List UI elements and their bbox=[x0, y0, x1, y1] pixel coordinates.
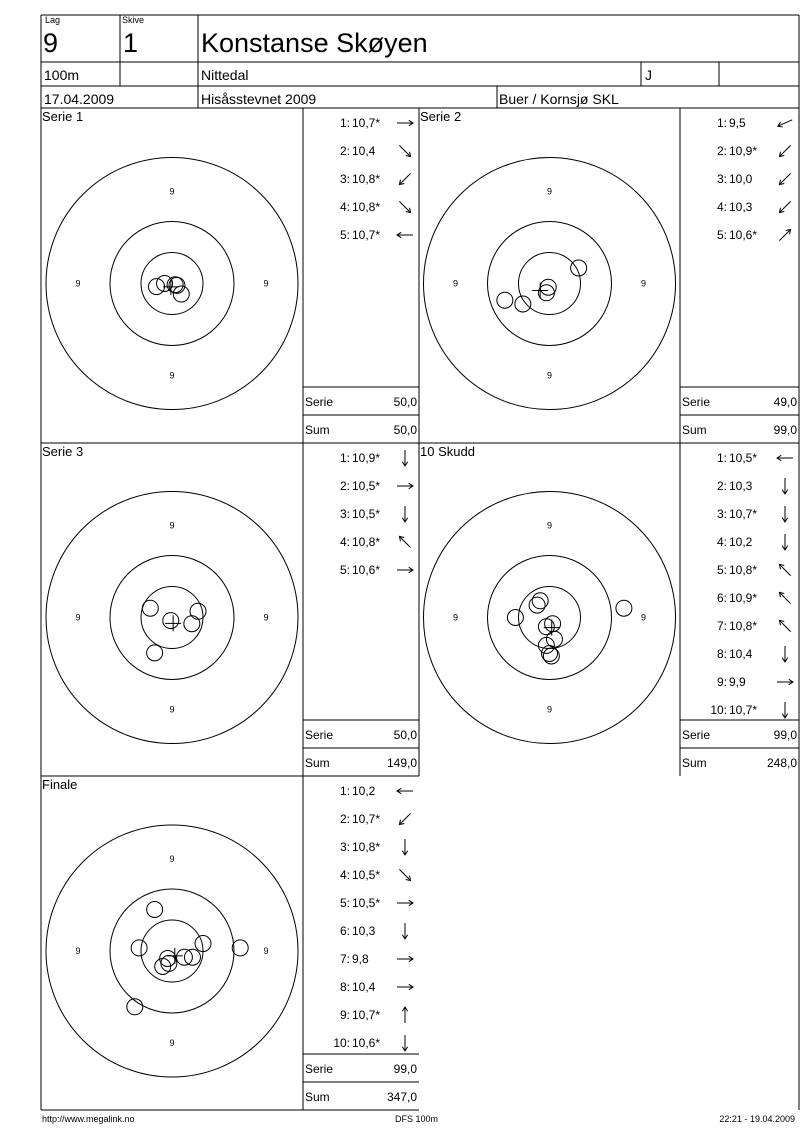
shot-direction-arrow bbox=[779, 173, 790, 184]
date: 17.04.2009 bbox=[44, 91, 115, 107]
shot-number: 1: bbox=[339, 451, 350, 465]
skive-value: 1 bbox=[123, 28, 139, 58]
shot-number: 10: bbox=[710, 703, 727, 717]
shot-number: 6: bbox=[339, 924, 350, 938]
sum-value: 347,0 bbox=[386, 1090, 417, 1104]
shot-number: 2: bbox=[339, 812, 350, 826]
sum-label: Sum bbox=[305, 1090, 330, 1104]
shot-number: 1: bbox=[339, 116, 350, 130]
shot-score: 10,8* bbox=[729, 619, 758, 633]
shot-direction-arrow bbox=[779, 145, 790, 156]
shot-number: 4: bbox=[716, 535, 727, 549]
serie-value: 50,0 bbox=[393, 728, 417, 742]
club: Nittedal bbox=[201, 67, 249, 83]
shot-score: 10,6* bbox=[729, 228, 758, 242]
shot-score: 10,2 bbox=[729, 535, 753, 549]
lag-value: 9 bbox=[43, 28, 59, 58]
shot-hit-marker bbox=[131, 940, 147, 956]
shot-number: 2: bbox=[339, 144, 350, 158]
shot-hit-marker bbox=[147, 645, 163, 661]
sum-value: 50,0 bbox=[393, 423, 417, 437]
footer-website: http://www.megalink.no bbox=[42, 1114, 135, 1124]
shot-hit-marker bbox=[540, 279, 556, 295]
shot-number: 9: bbox=[716, 675, 727, 689]
shot-number: 5: bbox=[339, 896, 350, 910]
ring-label: 9 bbox=[169, 520, 175, 531]
ring-label: 9 bbox=[640, 278, 647, 289]
shot-direction-arrow bbox=[399, 145, 410, 156]
shot-score: 10,0 bbox=[729, 172, 753, 186]
event-name: Hisåsstevnet 2009 bbox=[201, 91, 317, 107]
shot-score: 10,2 bbox=[352, 784, 376, 798]
shot-number: 7: bbox=[339, 952, 350, 966]
shot-score: 10,6* bbox=[352, 563, 381, 577]
shot-score: 10,3 bbox=[729, 200, 753, 214]
shot-score: 10,3 bbox=[729, 479, 753, 493]
shot-hit-marker bbox=[147, 901, 163, 917]
shot-hit-marker bbox=[538, 285, 554, 301]
shot-score: 10,4 bbox=[352, 980, 376, 994]
shot-direction-arrow bbox=[779, 564, 790, 575]
target-ring-9 bbox=[110, 222, 234, 346]
shot-score: 10,4 bbox=[352, 144, 376, 158]
shot-score: 10,6* bbox=[352, 1036, 381, 1050]
target-ring-10 bbox=[141, 253, 203, 315]
shot-number: 7: bbox=[716, 619, 727, 633]
ring-label: 9 bbox=[169, 854, 175, 864]
shot-number: 4: bbox=[716, 200, 727, 214]
serie-label: Serie bbox=[305, 395, 334, 409]
ring-label: 9 bbox=[452, 612, 459, 623]
sum-value: 149,0 bbox=[386, 756, 417, 770]
ring-label: 9 bbox=[546, 186, 553, 197]
sum-value: 248,0 bbox=[766, 756, 797, 770]
skive-label: Skive bbox=[122, 15, 145, 25]
ring-label: 9 bbox=[169, 370, 175, 381]
location: Buer / Kornsjø SKL bbox=[499, 91, 619, 107]
ring-label: 9 bbox=[263, 278, 269, 289]
shot-direction-arrow bbox=[779, 229, 790, 240]
shot-number: 8: bbox=[716, 647, 727, 661]
shot-number: 1: bbox=[339, 784, 350, 798]
shot-score: 10,9* bbox=[729, 591, 758, 605]
shot-score: 9,8 bbox=[352, 952, 369, 966]
shot-number: 10: bbox=[333, 1036, 350, 1050]
serie-value: 50,0 bbox=[393, 395, 417, 409]
target-ring-10 bbox=[519, 253, 581, 315]
sum-label: Sum bbox=[305, 423, 330, 437]
shot-hit-marker bbox=[163, 613, 179, 629]
shot-hit-marker bbox=[497, 292, 513, 308]
shot-score: 10,8* bbox=[352, 840, 381, 854]
serie-value: 99,0 bbox=[393, 1062, 417, 1076]
shot-number: 6: bbox=[716, 591, 727, 605]
shot-score: 10,8* bbox=[352, 172, 381, 186]
shot-score: 10,9* bbox=[729, 144, 758, 158]
target-ring-9 bbox=[488, 222, 612, 346]
shot-score: 9,5 bbox=[729, 116, 746, 130]
shot-hit-marker bbox=[184, 616, 200, 632]
shot-number: 9: bbox=[339, 1008, 350, 1022]
shot-score: 10,7* bbox=[729, 507, 758, 521]
ring-label: 9 bbox=[640, 612, 647, 623]
ring-label: 9 bbox=[169, 186, 175, 197]
panel-title: Serie 2 bbox=[420, 109, 462, 124]
shot-number: 5: bbox=[339, 563, 350, 577]
shot-hit-marker bbox=[173, 286, 189, 302]
shot-hit-marker bbox=[616, 600, 632, 616]
serie-value: 99,0 bbox=[773, 728, 797, 742]
target-ring-9 bbox=[110, 889, 234, 1013]
shot-score: 10,8* bbox=[729, 563, 758, 577]
ring-label: 9 bbox=[75, 278, 81, 289]
shot-number: 1: bbox=[716, 451, 727, 465]
serie-label: Serie bbox=[682, 395, 711, 409]
ring-label: 9 bbox=[546, 520, 553, 531]
shot-hit-marker bbox=[507, 610, 523, 626]
shot-number: 3: bbox=[339, 840, 350, 854]
ring-label: 9 bbox=[546, 704, 553, 715]
shot-direction-arrow bbox=[399, 869, 410, 880]
shot-score: 10,7* bbox=[729, 703, 758, 717]
shot-number: 4: bbox=[339, 868, 350, 882]
shot-hit-marker bbox=[142, 600, 158, 616]
ring-label: 9 bbox=[75, 946, 81, 956]
shot-hit-marker bbox=[545, 616, 561, 632]
shot-score: 10,8* bbox=[352, 535, 381, 549]
shot-number: 3: bbox=[716, 172, 727, 186]
sum-label: Sum bbox=[682, 756, 707, 770]
shot-direction-arrow bbox=[399, 813, 410, 824]
shot-number: 8: bbox=[339, 980, 350, 994]
shot-hit-marker bbox=[529, 597, 545, 613]
shot-number: 3: bbox=[339, 507, 350, 521]
panel-title: Finale bbox=[42, 777, 78, 792]
shot-score: 10,7* bbox=[352, 228, 381, 242]
ring-label: 9 bbox=[169, 704, 175, 715]
shot-number: 1: bbox=[716, 116, 727, 130]
serie-label: Serie bbox=[305, 728, 334, 742]
shot-score: 10,7* bbox=[352, 812, 381, 826]
shot-score: 10,5* bbox=[352, 479, 381, 493]
ring-label: 9 bbox=[546, 370, 553, 381]
shot-number: 4: bbox=[339, 200, 350, 214]
ring-label: 9 bbox=[75, 612, 81, 623]
panel-title: Serie 3 bbox=[42, 444, 84, 459]
shot-score: 10,7* bbox=[352, 116, 381, 130]
shot-direction-arrow bbox=[779, 620, 790, 631]
shot-score: 9,9 bbox=[729, 675, 746, 689]
serie-value: 49,0 bbox=[773, 395, 797, 409]
shot-score: 10,5* bbox=[352, 507, 381, 521]
shot-score: 10,5* bbox=[352, 868, 381, 882]
shot-score: 10,7* bbox=[352, 1008, 381, 1022]
shot-score: 10,3 bbox=[352, 924, 376, 938]
shot-number: 3: bbox=[339, 172, 350, 186]
shot-direction-arrow bbox=[399, 173, 410, 184]
shot-number: 5: bbox=[716, 563, 727, 577]
shot-score: 10,8* bbox=[352, 200, 381, 214]
sum-value: 99,0 bbox=[773, 423, 797, 437]
shot-direction-arrow bbox=[399, 536, 410, 547]
shot-score: 10,5* bbox=[352, 896, 381, 910]
distance: 100m bbox=[44, 67, 80, 83]
shot-number: 4: bbox=[339, 535, 350, 549]
serie-label: Serie bbox=[305, 1062, 334, 1076]
shooter-name: Konstanse Skøyen bbox=[201, 28, 428, 58]
shot-number: 5: bbox=[339, 228, 350, 242]
lag-label: Lag bbox=[45, 15, 61, 25]
shot-number: 2: bbox=[716, 479, 727, 493]
shot-score: 10,4 bbox=[729, 647, 753, 661]
panel-title: 10 Skudd bbox=[420, 444, 475, 459]
ring-label: 9 bbox=[263, 612, 269, 623]
shot-number: 5: bbox=[716, 228, 727, 242]
ring-label: 9 bbox=[263, 946, 269, 956]
class: J bbox=[645, 67, 652, 83]
target-ring-9 bbox=[488, 556, 612, 680]
shot-number: 2: bbox=[716, 144, 727, 158]
ring-label: 9 bbox=[452, 278, 459, 289]
shot-number: 2: bbox=[339, 479, 350, 493]
ring-label: 9 bbox=[169, 1038, 175, 1048]
target-ring-10 bbox=[141, 920, 203, 982]
sum-label: Sum bbox=[305, 756, 330, 770]
shot-hit-marker bbox=[190, 603, 206, 619]
sum-label: Sum bbox=[682, 423, 707, 437]
shot-direction-arrow bbox=[779, 201, 790, 212]
shot-hit-marker bbox=[532, 593, 548, 609]
footer-timestamp: 22:21 - 19.04.2009 bbox=[719, 1114, 795, 1124]
serie-label: Serie bbox=[682, 728, 711, 742]
target-ring-10 bbox=[519, 587, 581, 649]
target-ring-9 bbox=[110, 556, 234, 680]
footer-program: DFS 100m bbox=[395, 1114, 439, 1124]
panel-title: Serie 1 bbox=[42, 109, 84, 124]
shot-direction-arrow bbox=[399, 201, 410, 212]
shot-score: 10,5* bbox=[729, 451, 758, 465]
shot-score: 10,9* bbox=[352, 451, 381, 465]
shot-hit-marker bbox=[232, 940, 248, 956]
shot-direction-arrow bbox=[779, 592, 790, 603]
shot-number: 3: bbox=[716, 507, 727, 521]
